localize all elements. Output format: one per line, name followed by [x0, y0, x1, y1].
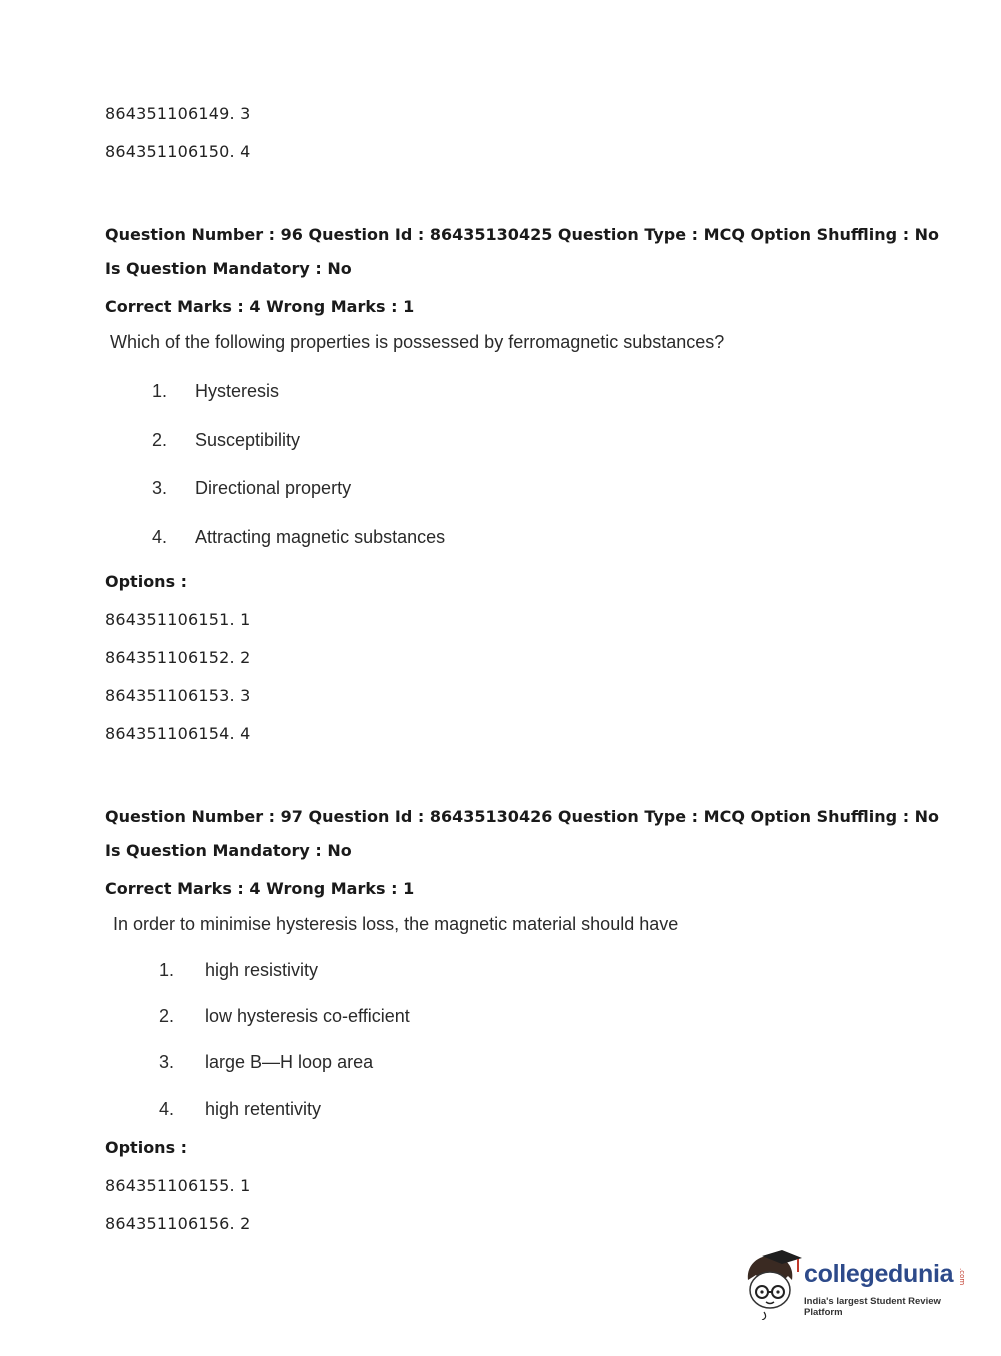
- option-id-line: 864351106155. 1: [105, 1176, 251, 1195]
- option-id-line: 864351106154. 4: [105, 724, 251, 743]
- choice-number: 4.: [152, 527, 168, 547]
- collegedunia-logo: [742, 1250, 972, 1320]
- choice-text: Directional property: [195, 478, 352, 498]
- choice-text: large B—H loop area: [205, 1052, 374, 1072]
- question-marks: Correct Marks : 4 Wrong Marks : 1: [105, 297, 415, 316]
- choice-number: 3.: [152, 478, 168, 498]
- option-id-line: 864351106153. 3: [105, 686, 251, 705]
- choice-number: 3.: [159, 1052, 175, 1072]
- options-label: Options :: [105, 572, 188, 591]
- choice-number: 1.: [159, 960, 175, 980]
- option-id-line: 864351106152. 2: [105, 648, 251, 667]
- question-text: Which of the following properties is possessed by ferromagnetic substances?: [110, 332, 725, 352]
- choice-number: 2.: [159, 1006, 175, 1026]
- question-header: Question Number : 96 Question Id : 86435130425 Question Type : MCQ Option Shuffling : No: [105, 225, 940, 244]
- option-id-line: 864351106149. 3: [105, 104, 251, 123]
- choice-number: 4.: [159, 1099, 175, 1119]
- choice-text: high resistivity: [205, 960, 319, 980]
- question-mandatory: Is Question Mandatory : No: [105, 841, 352, 860]
- option-id-line: 864351106151. 1: [105, 610, 251, 629]
- mascot-icon: [742, 1250, 802, 1320]
- question-mandatory: Is Question Mandatory : No: [105, 259, 352, 278]
- choice-text: high retentivity: [205, 1099, 322, 1119]
- choice-number: 1.: [152, 381, 168, 401]
- logo-wordmark: collegedunia: [804, 1260, 954, 1288]
- question-text: In order to minimise hysteresis loss, the magnetic material should have: [113, 914, 679, 934]
- choice-number: 2.: [152, 430, 168, 450]
- choice-text: low hysteresis co-efficient: [205, 1006, 410, 1026]
- option-id-line: 864351106150. 4: [105, 142, 251, 161]
- logo-tagline: India's largest Student Review Platform: [804, 1296, 941, 1318]
- option-id-line: 864351106156. 2: [105, 1214, 251, 1233]
- choice-text: Susceptibility: [195, 430, 301, 450]
- options-label: Options :: [105, 1138, 188, 1157]
- question-header: Question Number : 97 Question Id : 86435130426 Question Type : MCQ Option Shuffling : No: [105, 807, 940, 826]
- choice-text: Attracting magnetic substances: [195, 527, 446, 547]
- question-marks: Correct Marks : 4 Wrong Marks : 1: [105, 879, 415, 898]
- logo-suffix: .com: [958, 1268, 966, 1286]
- choice-text: Hysteresis: [195, 381, 280, 401]
